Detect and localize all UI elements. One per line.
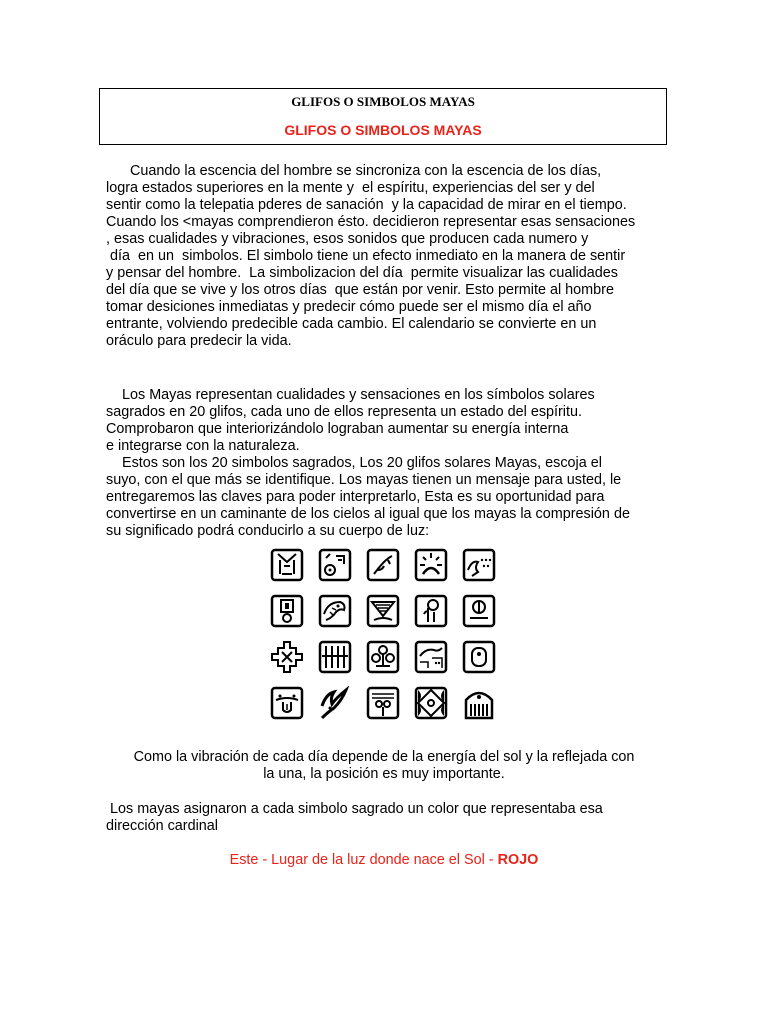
text-line: sentir como la telepatia pderes de sanación y la capacidad de mirar en el tiempo. [106, 197, 627, 213]
text-line: , esas cualidades y vibraciones, esos sonidos que producen cada numero y [106, 231, 589, 247]
glyph-17-icon [318, 686, 352, 720]
text-line: Cuando los <mayas comprendieron ésto. decidieron representar esas sensaciones [106, 214, 636, 230]
intro-paragraph [106, 163, 666, 350]
text-line: entregaremos las claves para poder interpretarlo, Esta es su oportunidad para [106, 489, 605, 505]
colors-paragraph [106, 801, 666, 835]
vibration-line-2: la una, la posición es muy importante. [263, 766, 505, 782]
glyph-11-icon [270, 640, 304, 674]
text-line: Los mayas asignaron a cada simbolo sagrado un color que representaba esa [106, 801, 603, 817]
glyph-8-icon [366, 594, 400, 628]
glyph-12-icon [318, 640, 352, 674]
text-line: logra estados superiores en la mente y el espíritu, experiencias del ser y del [106, 180, 595, 196]
text-line: Comprobaron que interiorizándolo lograban aumentar su energía interna [106, 421, 569, 437]
glyph-2-icon [318, 548, 352, 582]
text-line: suyo, con el que más se identifique. Los mayas tienen un mensaje para usted, le [106, 472, 622, 488]
text-line: su significado podrá conducirlo a su cuerpo de luz: [106, 523, 430, 539]
text-line: convertirse en un caminante de los cielos al igual que los mayas la compresión de [106, 506, 630, 522]
text-line: dirección cardinal [106, 818, 218, 834]
glyph-3-icon [366, 548, 400, 582]
text-line: entrante, volviendo predecible cada cambio. El calendario se convierte en un [106, 316, 597, 332]
glyph-grid [270, 548, 500, 724]
glyph-7-icon [318, 594, 352, 628]
glyph-18-icon [366, 686, 400, 720]
glyph-4-icon [414, 548, 448, 582]
glyph-20-icon [462, 686, 496, 720]
glyph-1-icon [270, 548, 304, 582]
glyph-13-icon [366, 640, 400, 674]
text-line: del día que se vive y los otros días que están por venir. Esto permite al hombre [106, 282, 614, 298]
direction-east-line [0, 852, 768, 868]
text-line: Estos son los 20 simbolos sagrados, Los 20 glifos solares Mayas, escoja el [106, 455, 602, 471]
text-line: oráculo para predecir la vida. [106, 333, 292, 349]
title-red: GLIFOS O SIMBOLOS MAYAS [284, 122, 482, 138]
direction-east-text: Este - Lugar de la luz donde nace el Sol - [229, 852, 498, 868]
glyph-14-icon [414, 640, 448, 674]
vibration-line-1: Como la vibración de cada día depende de la energía del sol y la reflejada con [133, 749, 635, 765]
text-line: sagrados en 20 glifos, cada uno de ellos representa un estado del espíritu. [106, 404, 583, 420]
text-line: tomar desiciones inmediatas y predecir cómo puede ser el mismo día el año [106, 299, 592, 315]
glyph-10-icon [462, 594, 496, 628]
glyph-15-icon [462, 640, 496, 674]
title-serif: GLIFOS O SIMBOLOS MAYAS [291, 94, 475, 109]
text-line: Los Mayas representan cualidades y sensaciones en los símbolos solares [106, 387, 595, 403]
title-box [99, 88, 667, 145]
text-line: Cuando la escencia del hombre se sincroniza con la escencia de los días, [106, 163, 602, 179]
glyphs-paragraph [106, 387, 666, 540]
glyph-9-icon [414, 594, 448, 628]
text-line: día en un simbolos. El simbolo tiene un efecto inmediato en la manera de sentir [106, 248, 626, 264]
glyph-16-icon [270, 686, 304, 720]
glyph-6-icon [270, 594, 304, 628]
glyph-19-icon [414, 686, 448, 720]
text-line: y pensar del hombre. La simbolizacion del día permite visualizar las cualidades [106, 265, 618, 281]
glyph-5-icon [462, 548, 496, 582]
direction-east-color: ROJO [497, 852, 539, 868]
text-line: e integrarse con la naturaleza. [106, 438, 300, 454]
